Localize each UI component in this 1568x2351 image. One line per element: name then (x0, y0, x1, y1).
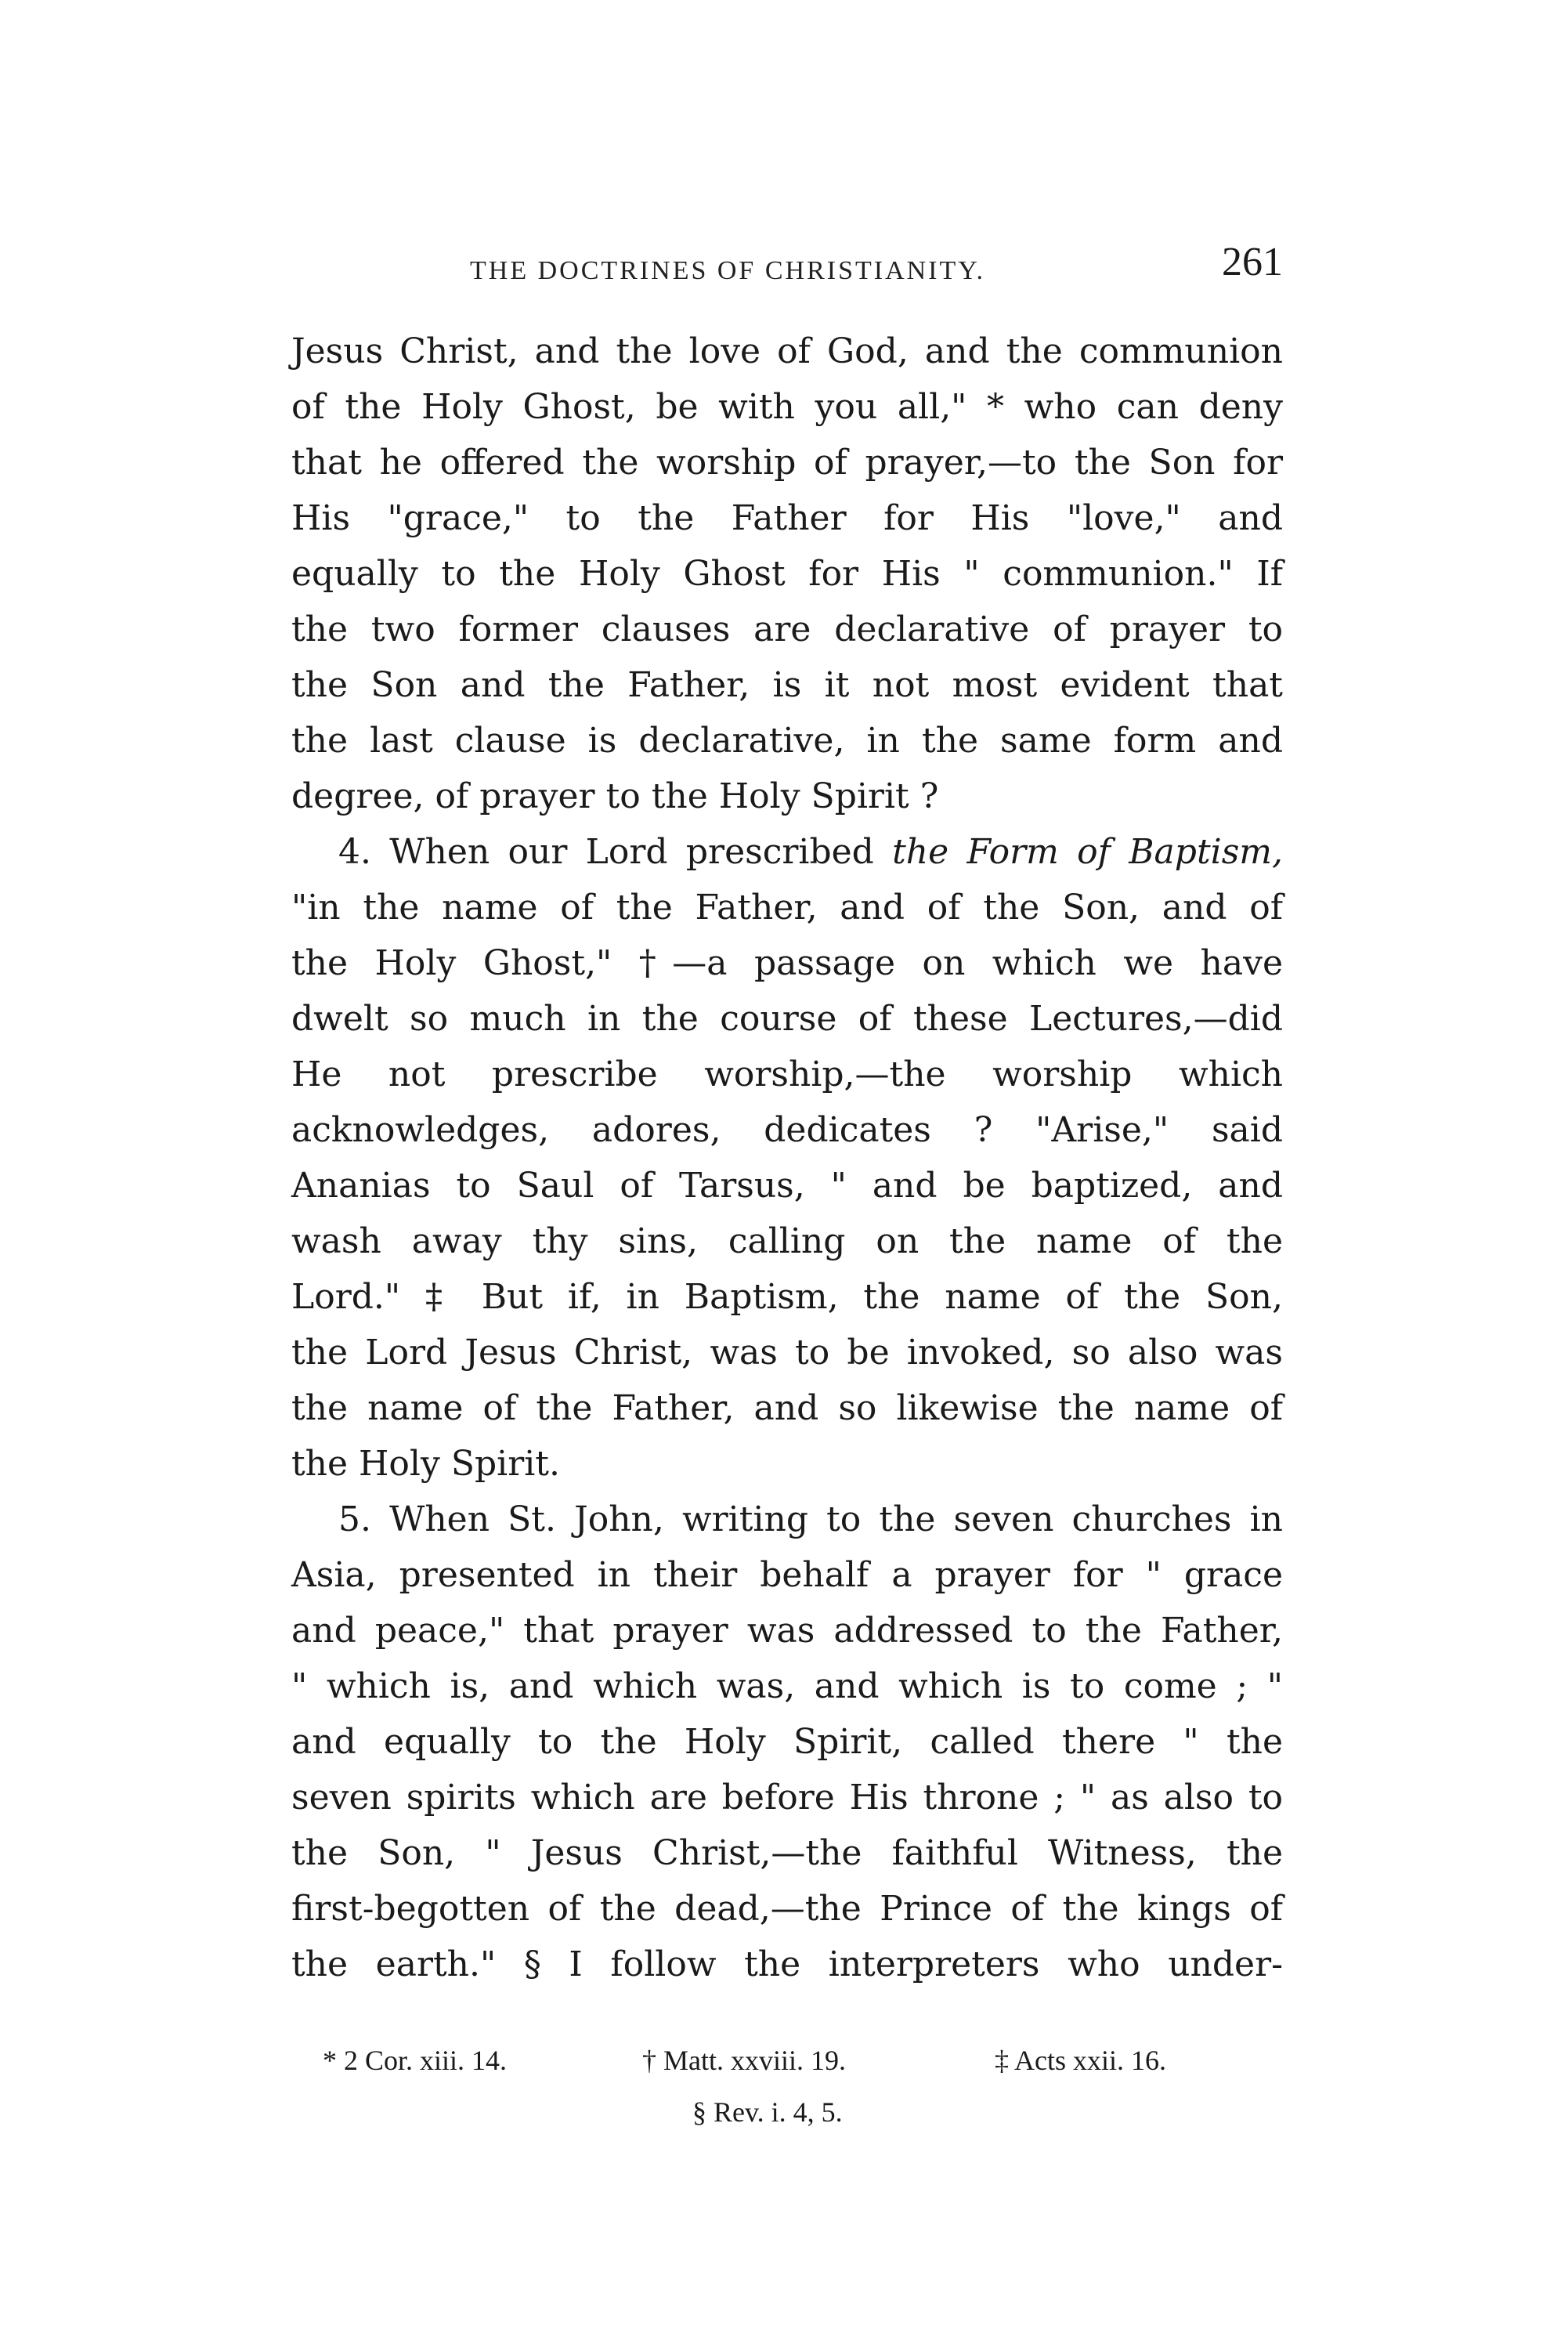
text-line: the Son, " Jesus Christ,—the faithful Witness, the (291, 1833, 1283, 1873)
text-line: the earth." § I follow the interpreters who under- (291, 1944, 1283, 1984)
text-line: and peace," that prayer was addressed to the Father, (291, 1611, 1283, 1651)
text-line: degree, of prayer to the Holy Spirit ? (291, 776, 939, 816)
text-line: Jesus Christ, and the love of God, and the communion (291, 331, 1283, 371)
footnote: ‡ Acts xxii. 16. (995, 2045, 1167, 2076)
text-line-mixed (291, 824, 1283, 880)
text-line: "in the name of the Father, and of the Son, and of (291, 888, 1283, 928)
text-line: that he offered the worship of prayer,—to the Son for (291, 443, 1283, 483)
page-number: 261 (1222, 240, 1283, 284)
text-line: the name of the Father, and so likewise the name of (291, 1388, 1283, 1428)
text-line: seven spirits which are before His throne ; " as also to (291, 1778, 1283, 1818)
text-line: " which is, and which was, and which is to come ; " (291, 1666, 1283, 1706)
text-line: wash away thy sins, calling on the name of the (291, 1221, 1283, 1261)
text-line: His "grace," to the Father for His "love," and (291, 498, 1283, 538)
text-line: equally to the Holy Ghost for His " communion." If (291, 554, 1283, 594)
text-line: acknowledges, adores, dedicates ? "Arise," said (291, 1110, 1283, 1150)
text-line: and equally to the Holy Spirit, called there " the (291, 1722, 1283, 1762)
text-line: the Lord Jesus Christ, was to be invoked, so also was (291, 1333, 1283, 1373)
running-title: THE DOCTRINES OF CHRISTIANITY. (470, 256, 985, 285)
text-line: Ananias to Saul of Tarsus, " and be baptized, and (291, 1166, 1283, 1206)
italic-phrase: the Form of Baptism, (892, 832, 1283, 872)
footnote-row (291, 2089, 1283, 2140)
text-line: the Holy Spirit. (291, 1444, 560, 1484)
body-text (291, 324, 1283, 1992)
footnote: * 2 Cor. xiii. 14. (323, 2045, 508, 2076)
footnotes (291, 2037, 1283, 2140)
text-line: the Son and the Father, is it not most evident that (291, 665, 1283, 705)
text-line: 5. When St. John, writing to the seven churches in (338, 1499, 1283, 1539)
text-line: the last clause is declarative, in the same form and (291, 721, 1283, 761)
running-head (291, 239, 1283, 294)
text-line: dwelt so much in the course of these Lectures,—did (291, 999, 1283, 1039)
footnote: § Rev. i. 4, 5. (692, 2096, 843, 2128)
text-line: of the Holy Ghost, be with you all," * who can deny (291, 387, 1283, 427)
text-line: the two former clauses are declarative of prayer to (291, 609, 1283, 649)
footnote-row (291, 2037, 1283, 2089)
footnote: † Matt. xxviii. 19. (642, 2045, 846, 2076)
text-line: Lord." ‡ But if, in Baptism, the name of the Son, (291, 1277, 1283, 1317)
text-line: first-begotten of the dead,—the Prince of the kings of (291, 1889, 1283, 1929)
paragraph-4-start: 4. When our Lord prescribed (338, 832, 874, 872)
text-line: He not prescribe worship,—the worship which (291, 1054, 1283, 1094)
text-line: Asia, presented in their behalf a prayer for " grace (291, 1555, 1283, 1595)
text-line: the Holy Ghost," †—a passage on which we have (291, 943, 1283, 983)
